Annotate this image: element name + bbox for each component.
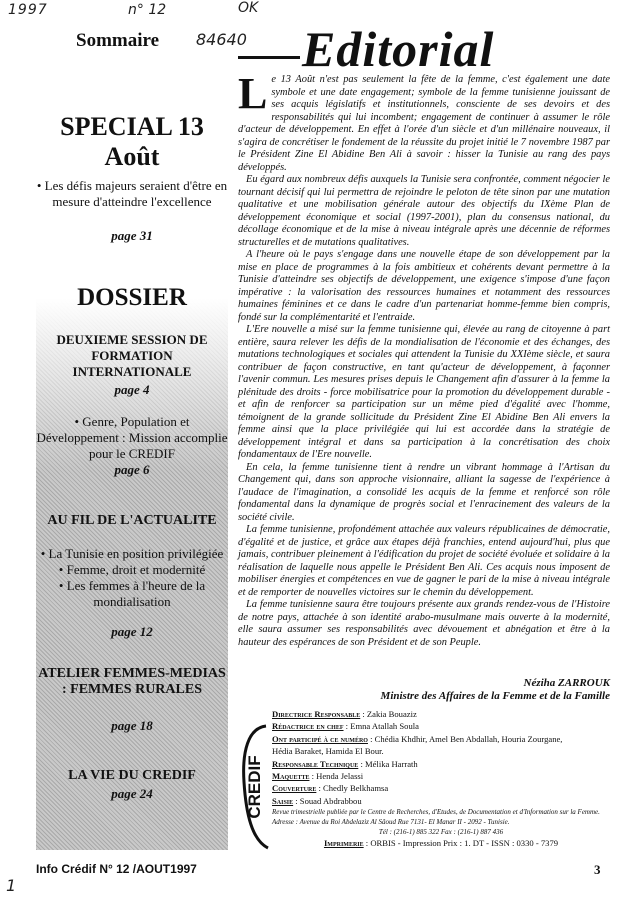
au-fil-items: [36, 546, 228, 610]
special-title: SPECIAL 13 Août: [60, 112, 204, 171]
sommaire-title: Sommaire: [76, 30, 160, 51]
special-description: • Les défis majeurs seraient d'être en mesure d'atteindre l'excellence: [36, 178, 228, 209]
au-fil-item: • La Tunisie en position privilégiée: [40, 546, 224, 561]
credit-imprimerie: Imprimerie : ORBIS - Impression Prix : 1. DT - ISSN : 0330 - 7379: [323, 838, 559, 849]
editorial-paragraph: Le 13 Août n'est pas seulement la fête de la femme, c'est également une date symbole et une date engagement; symbole de la femme tunisienne jouissant de ses acquis législatifs et institutionnels, consciente de ses devoirs et des responsabilités qui lui incombent; engagement de continuer à assumer le rôle d'acteur de développement. En effet à l'orée d'un siècle et d'un millénaire nouveaux, il s'agira de concrétiser le fondement de la réussite du projet initié le 7 novembre 1987 par le Président Zine El Abidine Ben Ali à savoir : hisser la Tunisie au rang des pays développés.: [238, 69, 610, 173]
title-rule: [238, 56, 300, 59]
credif-logo: [236, 722, 272, 852]
editorial-paragraph: En cela, la femme tunisienne tient à rendre un vibrant hommage à l'Artisan du Changement qui, dans son approche visionnaire, alliant la sagesse de l'expérience à l'audace de l'imagination, a consolidé les acquis de la femme et renforcé son rôle fondamental dans la dynamique de progrès social et l'enracinement des valeurs de la société civile.: [238, 461, 610, 523]
credit-technique: Responsable Technique : Mélika Harrath: [272, 758, 418, 769]
logo-text: CREDIF: [245, 755, 264, 819]
atelier-title: ATELIER FEMMES-MEDIAS : FEMMES RURALES: [38, 666, 226, 697]
special-page: page 31: [111, 228, 153, 243]
credit-maquette: Maquette : Henda Jelassi: [272, 771, 364, 782]
signature-role: Ministre des Affaires de la Femme et de la Famille: [380, 690, 610, 702]
credit-directrice: Directrice Responsable : Zakia Bouaziz: [272, 709, 417, 719]
dossier-description: • Genre, Population et Développement : Mission accomplie pour le CREDIF: [36, 414, 228, 461]
signature-name: Néziha ZARROUK: [523, 677, 610, 689]
dossier-title: DOSSIER: [77, 284, 187, 311]
credit-tel: Tél : (216-1) 885 322 Fax : (216-1) 887 436: [378, 828, 504, 837]
au-fil-page: page 12: [111, 624, 153, 639]
editorial-paragraph: Eu égard aux nombreux défis auxquels la Tunisie sera confrontée, comment négocier le tournant décisif qui lui permettra de rejoindre le peloton de tête sinon par une mutation qualitative et une mobilisation générale autour des objectifs du IXème Plan de développement économique et social (1997-2001), plan du consensus national, du décollage économique et de la mise à niveau intégrale après une décennie de réformes structurelles et de mutations qualitatives.: [238, 174, 610, 248]
handwritten-ok: OK: [238, 0, 259, 16]
credit-revue: Revue trimestrielle publiée par le Centre de Recherches, d'Etudes, de Documentation et d'Information sur la Femme. Adresse : Avenue du Roi Abdelaziz Al Sâoud Rue 7131- El Manar II - 2092 - Tunisie.: [272, 808, 600, 827]
au-fil-item: • Les femmes à l'heure de la mondialisation: [58, 578, 206, 609]
sommaire-sidebar: [36, 62, 228, 850]
credit-saisie: Saisie : Souad Abdrabbou: [272, 795, 362, 806]
credit-couverture: Couverture : Chedly Belkhamsa: [272, 783, 389, 794]
au-fil-item: • Femme, droit et modernité: [58, 562, 206, 577]
editorial-paragraph: L'Ere nouvelle a misé sur la femme tunisienne qui, élevée au rang de citoyenne à part entière, saura relever les défis de la mondialisation de l'économie et des échanges, des mutations technologiques et sociales qui attendent la Tunisie du XXIème siècle, et saura contribuer de façon constructive, en tant qu'acteur de développement, à façonner l'avenir commun. Les mesures prises depuis le Changement afin d'assurer à la femme la plénitude des droits - force mobilisatrice pour la promotion du développement durable - et afin de renforcer sa participation sur un même pied d'égalité avec l'homme, témoignent de la grande sollicitude du Président Zine El Abidine Ben Ali envers la femme ainsi que la place privilégiée qui lui est accordée dans la stratégie de développement intégral et dans sa participation à la concrétisation des choix fondamentaux de l'Ere nouvelle.: [238, 324, 610, 460]
handwritten-issue: n° 12: [128, 2, 167, 18]
footer-issue: Info Crédif N° 12 /AOUT1997: [36, 862, 197, 876]
handwritten-year: 1997: [8, 2, 48, 18]
editorial-paragraph: La femme tunisienne, profondément attachée aux valeurs républicaines de démocratie, d'égalité et de justice, et grâce aux étapes déjà franchies, entend aujourd'hui, plus que jamais, contribuer pleinement à l'édification du projet de société évoluée et solidaire à la réalisation de laquelle nous appelle le Président Ben Ali. Ces acquis nous imposent de mobiliser énergies et compétences en vue de gagner le pari de la mise à niveau intégrale et de remporter de nouvelles victoires sur le chemin du développement.: [238, 524, 610, 598]
credits-block: [272, 708, 610, 850]
dossier-page-1: page 4: [114, 382, 150, 397]
handwritten-corner-mark: 1: [6, 876, 17, 895]
handwritten-ref: 84640: [196, 30, 247, 49]
editorial-body: [238, 69, 610, 649]
au-fil-title: AU FIL DE L'ACTUALITE: [47, 513, 217, 528]
credit-participants-cont: Hédia Baraket, Hamida El Bour.: [272, 746, 384, 757]
editorial-title: Editorial: [302, 21, 495, 77]
editorial-paragraph: A l'heure où le pays s'engage dans une nouvelle étape de son développement par la mise en place de programmes à la fois ambitieux et cohérents devant permettre à la Tunisie d'atteindre ses objectifs de développement, une exigence s'impose d'une façon impérative : la valorisation des ressources humaines et notamment des ressources humaines féminines et ce dans le cadre d'un partenariat homme-femme bien compris, fondé sur la complémentarité et l'entraide.: [238, 249, 610, 323]
dossier-subtitle: DEUXIEME SESSION DE FORMATION INTERNATIONALE: [56, 332, 208, 379]
atelier-page: page 18: [111, 718, 153, 733]
vie-credif-page: page 24: [111, 786, 153, 801]
drop-cap: L: [238, 69, 268, 118]
dossier-page-2: page 6: [114, 462, 150, 477]
credit-redactrice: Rédactrice en chef : Emna Atallah Soula: [272, 721, 419, 732]
page-number: 3: [594, 862, 601, 877]
credit-participants: Ont participé à ce numéro : Chédia Khdhir, Amel Ben Abdallah, Houria Zourgane,: [272, 733, 563, 744]
editorial-paragraph: La femme tunisienne saura être toujours présente aux grands rendez-vous de l'Histoire de notre pays, attachée à son identité arabo-musulmane mais ouverte à la modernité, elle saura assumer ses responsabilités avec dévouement et abnégation et être à la hauteur des espérances de son Président et de son Peuple.: [238, 599, 610, 648]
vie-credif-title: LA VIE DU CREDIF: [68, 768, 196, 783]
